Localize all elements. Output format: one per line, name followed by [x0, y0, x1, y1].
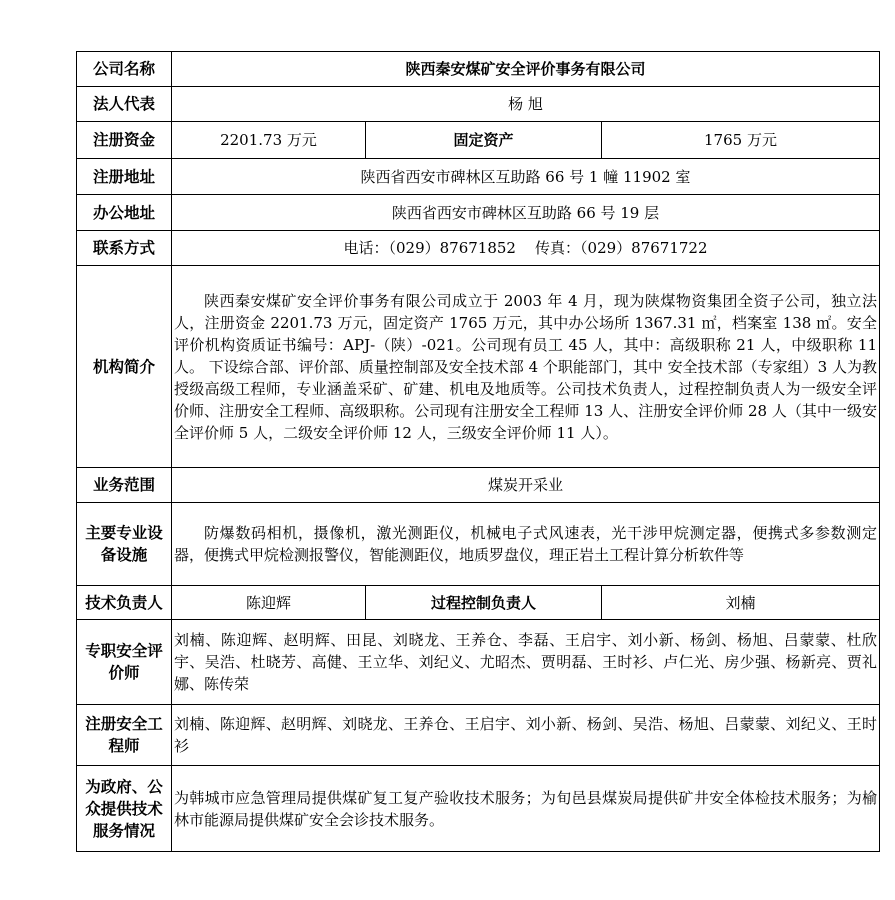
- row-company-name: [77, 52, 880, 87]
- row-equipment: [77, 503, 880, 586]
- company-name-value: 陕西秦安煤矿安全评价事务有限公司: [172, 52, 880, 87]
- office-address-value: 陕西省西安市碑林区互助路 66 号 19 层: [172, 195, 880, 231]
- fixed-assets-label: 固定资产: [366, 122, 602, 159]
- contact-label: 联系方式: [77, 231, 172, 266]
- business-scope-label: 业务范围: [77, 468, 172, 503]
- profile-text-cell: [172, 266, 880, 468]
- reg-address-label: 注册地址: [77, 159, 172, 195]
- row-registered-capital: [77, 122, 880, 159]
- row-office-address: [77, 195, 880, 231]
- contact-value: 电话：（029）87671852 传真：（029）87671722: [172, 231, 880, 266]
- row-safety-engineers: [77, 705, 880, 766]
- legal-rep-label: 法人代表: [77, 87, 172, 122]
- profile-label: 机构简介: [77, 266, 172, 468]
- legal-rep-value: 杨 旭: [172, 87, 880, 122]
- evaluators-label: 专职安全评价师: [77, 620, 172, 705]
- equipment-label: 主要专业设备设施: [77, 503, 172, 586]
- capital-value: 2201.73 万元: [172, 122, 366, 159]
- fixed-assets-value: 1765 万元: [602, 122, 880, 159]
- services-text: 为韩城市应急管理局提供煤矿复工复产验收技术服务；为旬邑县煤炭局提供矿井安全体检技术服务；为榆林市能源局提供煤矿安全会诊技术服务。: [172, 766, 880, 852]
- company-info-table: [76, 51, 880, 852]
- process-lead-label: 过程控制负责人: [366, 586, 602, 620]
- row-legal-rep: [77, 87, 880, 122]
- business-scope-value: 煤炭开采业: [172, 468, 880, 503]
- engineers-text: 刘楠、陈迎辉、赵明辉、刘晓龙、王养仓、王启宇、刘小新、杨剑、吴浩、杨旭、吕蒙蒙、刘纪义、王时衫: [172, 705, 880, 766]
- reg-address-value: 陕西省西安市碑林区互助路 66 号 1 幢 11902 室: [172, 159, 880, 195]
- evaluators-text: 刘楠、陈迎辉、赵明辉、田昆、刘晓龙、王养仓、李磊、王启宇、刘小新、杨剑、杨旭、吕蒙蒙、杜欣宇、吴浩、杜晓芳、高健、王立华、刘纪义、尤昭杰、贾明磊、王时衫、卢仁光、房少强、杨新亮、贾礼娜、陈传荣: [172, 620, 880, 705]
- row-contact: [77, 231, 880, 266]
- engineers-label: 注册安全工程师: [77, 705, 172, 766]
- row-profile: [77, 266, 880, 468]
- row-public-services: [77, 766, 880, 852]
- profile-text: 陕西秦安煤矿安全评价事务有限公司成立于 2003 年 4 月，现为陕煤物资集团全资子公司，独立法人，注册资金 2201.73 万元，固定资产 1765 万元，其中办公场所 1367.31 ㎡，档案室 138 ㎡。安全评价机构资质证书编号：APJ-（陕）-021。公司现有员工 45 人，其中：高级职称 21 人，中级职称 11 人。 下设综合部、评价部、质量控制部及安全技术部 4 个职能部门，其中 安全技术部（专家组）3 人为教授级高级工程师，专业涵盖采矿、矿建、机电及地质等。公司技术负责人，过程控制负责人为一级安全评价师、注册安全工程师、高级职称。公司现有注册安全工程师 13 人、注册安全评价师 28 人（其中一级安全评价师 5 人，二级安全评价师 12 人，三级安全评价师 11 人）。: [174, 291, 877, 442]
- row-tech-lead: [77, 586, 880, 620]
- tech-lead-label: 技术负责人: [77, 586, 172, 620]
- equipment-text: 防爆数码相机，摄像机，激光测距仪，机械电子式风速表，光干涉甲烷测定器，便携式多参数测定器，便携式甲烷检测报警仪，智能测距仪，地质罗盘仪，理正岩土工程计算分析软件等: [174, 524, 877, 564]
- process-lead-value: 刘楠: [602, 586, 880, 620]
- office-address-label: 办公地址: [77, 195, 172, 231]
- row-registered-address: [77, 159, 880, 195]
- equipment-text-cell: [172, 503, 880, 586]
- tech-lead-value: 陈迎辉: [172, 586, 366, 620]
- capital-label: 注册资金: [77, 122, 172, 159]
- row-safety-evaluators: [77, 620, 880, 705]
- row-business-scope: [77, 468, 880, 503]
- services-label: 为政府、公众提供技术服务情况: [77, 766, 172, 852]
- company-name-label: 公司名称: [77, 52, 172, 87]
